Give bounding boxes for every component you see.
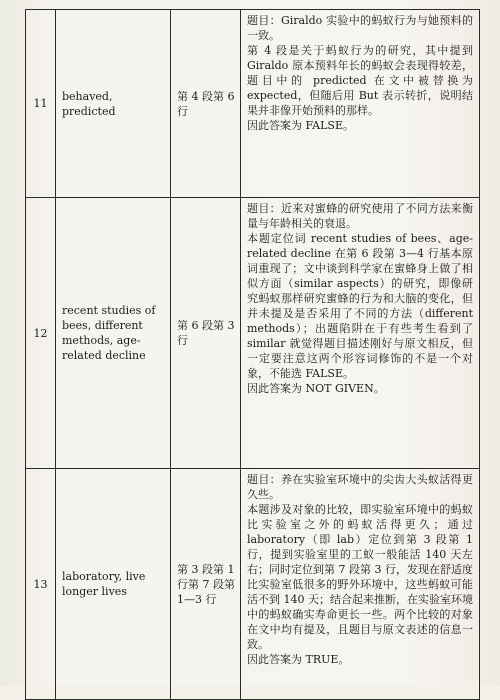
question-statement: 题目：Giraldo 实验中的蚂蚁行为与她预料的一致。	[247, 14, 473, 42]
answer-text: 因此答案为 NOT GIVEN。	[247, 382, 385, 395]
question-statement: 题目：近来对蜜蜂的研究使用了不同方法来衡量与年龄相关的衰退。	[247, 202, 473, 230]
answer-text: 因此答案为 TRUE。	[247, 653, 350, 666]
question-statement: 题目：养在实验室环境中的尖齿大头蚁活得更久些。	[247, 473, 473, 501]
keywords-cell: laboratory, live longer lives	[56, 469, 171, 700]
explanation-cell	[241, 10, 480, 198]
table-row	[26, 198, 480, 469]
answer-text: 因此答案为 FALSE。	[247, 119, 354, 132]
analysis-text: 第 4 段是关于蚂蚁行为的研究，其中提到 Giraldo 原本预料年长的蚂蚁会表现得较差，题目中的 predicted 在文中被替换为 expected，但随后用 But 表示转折，说明结果并非像开始预料的那样。	[247, 44, 473, 117]
question-number: 12	[26, 198, 56, 469]
explanation-cell	[241, 198, 480, 469]
keywords-cell: recent studies of bees, different methods, age-related decline	[56, 198, 171, 469]
location-cell: 第 3 段第 1 行第 7 段第 1—3 行	[171, 469, 241, 700]
location-cell: 第 4 段第 6 行	[171, 10, 241, 198]
question-number: 13	[26, 469, 56, 700]
analysis-text: 本题涉及对象的比较，即实验室环境中的蚂蚁比实验室之外的蚂蚁活得更久；通过 laboratory（即 lab）定位到第 3 段第 1 行，提到实验室里的工蚁一般能活 140 天左右；同时定位到第 7 段第 3 行，发现在舒适度比实验室低很多的野外环境中，这些蚂蚁可能活不到 140 天；结合起来推断，在实验室环境中的蚂蚁确实寿命更长一些。两个比较的对象在文中均有提及，且题目与原文表述的信息一致。	[247, 503, 473, 651]
answer-explanation-table	[25, 9, 480, 700]
table-row	[26, 469, 480, 700]
analysis-text: 本题定位词 recent studies of bees、age-related decline 在第 6 段第 3—4 行基本原词重现了；文中谈到科学家在蜜蜂身上做了相似方面（similar aspects）的研究，即像研究蚂蚁那样研究蜜蜂的行为和大脑的变化，但并未提及是否采用了不同的方法（different methods）；出题陷阱在于有些考生看到了 similar 就觉得题目描述刚好与原文相反，但一定要注意这两个形容词修饰的不是一个对象，不能选 FALSE。	[247, 232, 473, 380]
location-cell: 第 6 段第 3 行	[171, 198, 241, 469]
question-number: 11	[26, 10, 56, 198]
explanation-cell	[241, 469, 480, 700]
keywords-cell: behaved, predicted	[56, 10, 171, 198]
table-row	[26, 10, 480, 198]
